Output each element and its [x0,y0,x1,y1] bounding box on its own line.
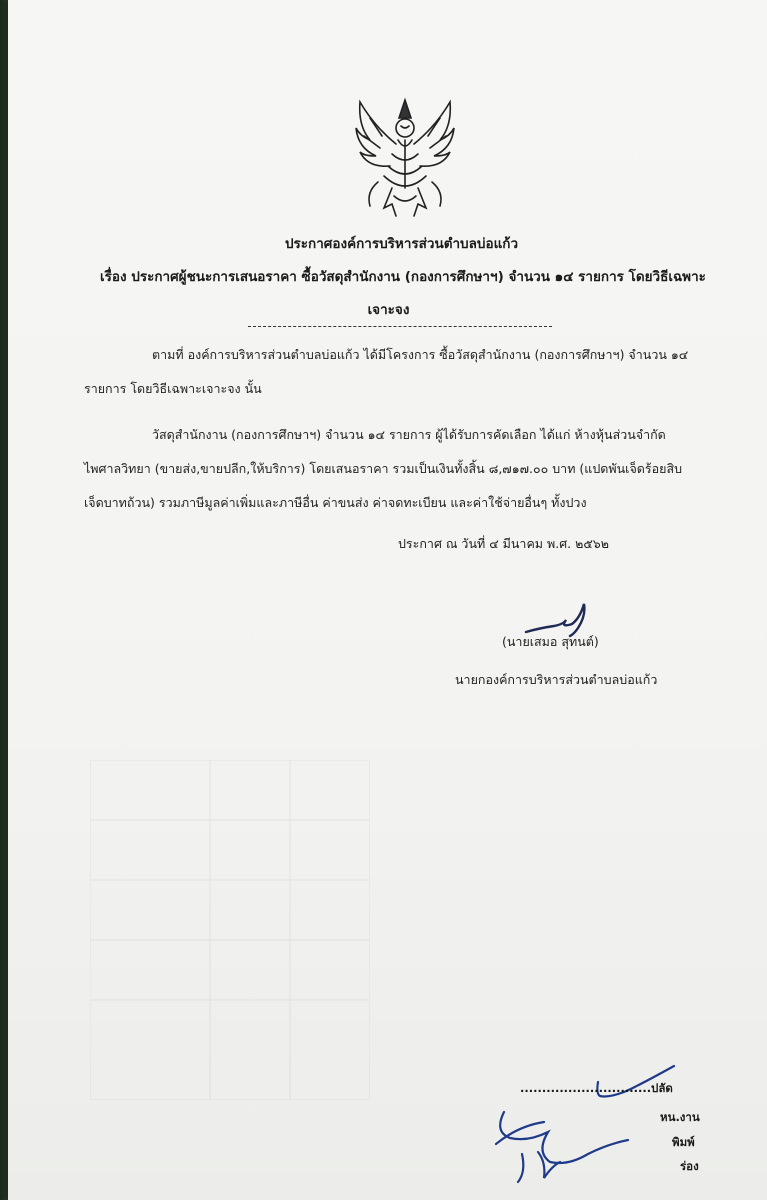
garuda-emblem-icon [352,96,458,222]
faint-background-table [90,760,370,1100]
paragraph-2-line-3: เจ็ดบาทถ้วน) รวมภาษีมูลค่าเพิ่มและภาษีอื่น ค่าขนส่ง ค่าจดทะเบียน และค่าใช้จ่ายอื่นๆ ทั้งปวง [84,495,587,510]
document-title: ประกาศองค์การบริหารส่วนตำบลบ่อแก้ว [284,236,519,252]
signer-name: (นายเสมอ สุทนต์) [502,634,599,649]
annotation-chief-officer: ..............................ปลัด [520,1081,673,1095]
annotation-checker: ร่อง [680,1159,699,1173]
announcement-date: ประกาศ ณ วันที่ ๔ มีนาคม พ.ศ. ๒๕๖๒ [398,536,609,551]
document-subject: เรื่อง ประกาศผู้ชนะการเสนอราคา ซื้อวัสดุสำนักงาน (กองการศึกษาฯ) จำนวน ๑๔ รายการ โดยวิธีเฉพาะ [100,269,706,285]
annotation-section-head: หน.งาน [660,1110,700,1124]
paragraph-2-line-2: ไพศาลวิทยา (ขายส่ง,ขายปลีก,ให้บริการ) โดยเสนอราคา รวมเป็นเงินทั้งสิ้น ๘,๗๑๗.๐๐ บาท (แปดพันเจ็ดร้อยสิบ [84,461,683,476]
signer-title: นายกองค์การบริหารส่วนตำบลบ่อแก้ว [455,672,658,687]
paragraph-1-line-2: รายการ โดยวิธีเฉพาะเจาะจง นั้น [84,381,262,396]
paragraph-1-line-1: ตามที่ องค์การบริหารส่วนตำบลบ่อแก้ว ได้มีโครงการ ซื้อวัสดุสำนักงาน (กองการศึกษาฯ) จำนวน ๑๔ [152,347,689,362]
document-subject-continued: เจาะจง [367,302,410,318]
annotation-typist: พิมพ์ [672,1135,695,1149]
dashed-divider [248,326,552,327]
paragraph-2-line-1: วัสดุสำนักงาน (กองการศึกษาฯ) จำนวน ๑๔ รายการ ผู้ได้รับการคัดเลือก ได้แก่ ห้างหุ้นส่วนจำกัด [152,427,666,442]
